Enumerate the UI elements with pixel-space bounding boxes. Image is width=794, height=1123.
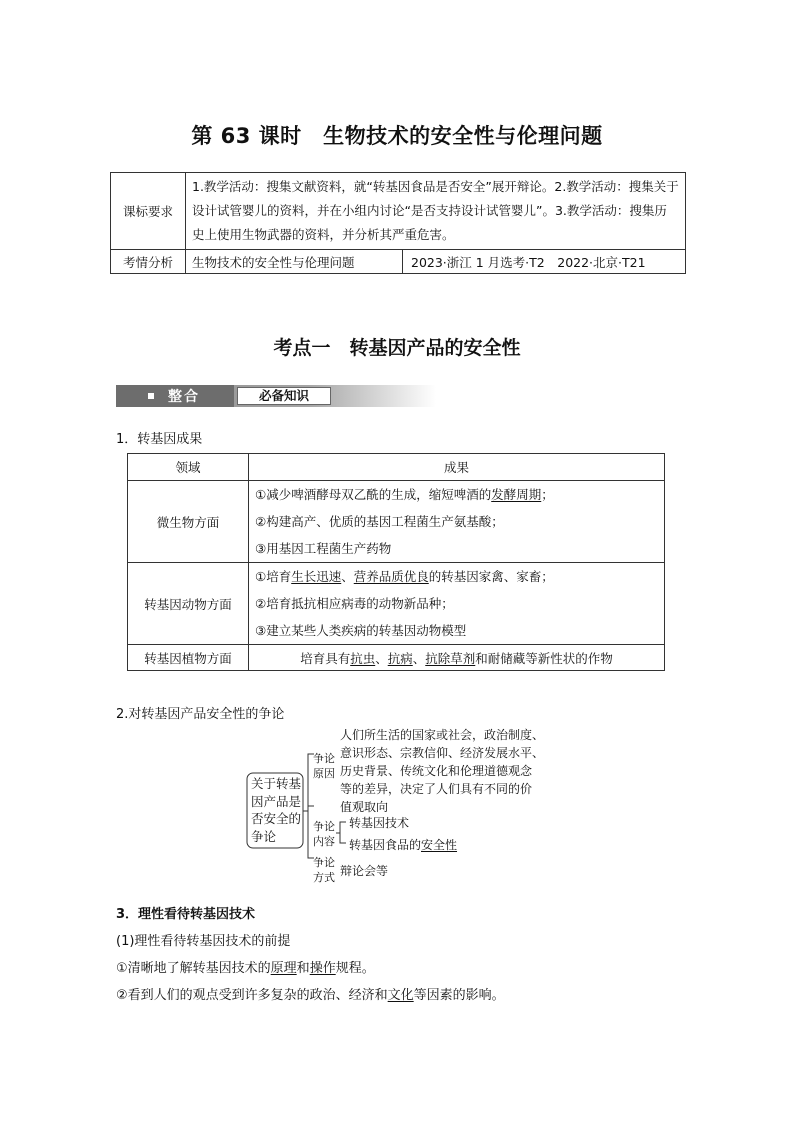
result-cell — [249, 563, 665, 645]
result-cell — [249, 481, 665, 563]
result-line: ②构建高产、优质的基因工程菌生产氨基酸； — [255, 514, 504, 529]
knowledge-banner — [116, 385, 436, 407]
point3-item1: ①清晰地了解转基因技术的原理和操作规程。 — [116, 961, 375, 976]
domain-cell: 转基因动物方面 — [128, 563, 249, 645]
result-line: ③建立某些人类疾病的转基因动物模型 — [255, 623, 467, 638]
result-line: ③用基因工程菌生产药物 — [255, 541, 392, 556]
reason-text: 人们所生活的国家或社会，政治制度、 意识形态、宗教信仰、经济发展水平、 历史背景、传统文化和伦理道德观念 等的差异，决定了人们具有不同的价 值观取向 — [340, 728, 545, 814]
method-label: 争论 方式 — [313, 856, 335, 884]
standard-text: 1.教学活动：搜集文献资料，就“转基因食品是否安全”展开辩论。2.教学活动：搜集关于设计试管婴儿的资料，并在小组内讨论“是否支持设计试管婴儿”。3.教学活动：搜集历史上使用生物武器的资料，并分析其严重危害。 — [186, 173, 686, 250]
reason-label: 争论 原因 — [313, 752, 335, 780]
method-item: 辩论会等 — [340, 864, 389, 878]
square-bullet-icon — [148, 393, 154, 399]
point2-heading: 2.对转基因产品安全性的争论 — [116, 707, 285, 722]
table-row — [128, 645, 665, 671]
result-line: ①减少啤酒酵母双乙酰的生成，缩短啤酒的发酵周期； — [255, 487, 554, 502]
table-row — [111, 250, 686, 274]
standard-label: 课标要求 — [111, 173, 186, 250]
column-header-domain: 领域 — [128, 454, 249, 481]
content-label: 争论 内容 — [313, 820, 335, 848]
analysis-topic: 生物技术的安全性与伦理问题 — [186, 250, 403, 274]
table-header-row — [128, 454, 665, 481]
point3-item2: ②看到人们的观点受到许多复杂的政治、经济和文化等因素的影响。 — [116, 988, 505, 1003]
analysis-label: 考情分析 — [111, 250, 186, 274]
content-item-2: 转基因食品的安全性 — [349, 838, 458, 852]
table-row — [128, 563, 665, 645]
achievements-table — [127, 453, 665, 671]
analysis-exams: 2023·浙江 1 月选考·T2 2022·北京·T21 — [403, 250, 686, 274]
diagram-center-box: 关于转基 因产品是 否安全的 争论 — [251, 776, 302, 844]
table-row — [111, 173, 686, 250]
table-row — [128, 481, 665, 563]
domain-cell: 转基因植物方面 — [128, 645, 249, 671]
controversy-diagram — [246, 726, 566, 886]
point3-sub1: (1)理性看待转基因技术的前提 — [116, 934, 291, 949]
domain-cell: 微生物方面 — [128, 481, 249, 563]
column-header-result: 成果 — [249, 454, 665, 481]
point3-heading: 3．理性看待转基因技术 — [116, 907, 256, 922]
banner-tag-label: 必备知识 — [237, 387, 331, 405]
result-line: ②培育抵抗相应病毒的动物新品种； — [255, 596, 454, 611]
result-line: ①培育生长迅速、营养品质优良的转基因家禽、家畜； — [255, 569, 554, 584]
page-title: 第 63 课时 生物技术的安全性与伦理问题 — [191, 124, 603, 148]
section-title: 考点一 转基因产品的安全性 — [273, 337, 521, 359]
content-item-1: 转基因技术 — [349, 816, 410, 830]
requirements-table — [110, 172, 686, 274]
result-cell: 培育具有抗虫、抗病、抗除草剂和耐储藏等新性状的作物 — [249, 645, 665, 671]
point1-heading: 1．转基因成果 — [116, 432, 203, 447]
banner-main-label: 整合 — [168, 389, 200, 405]
